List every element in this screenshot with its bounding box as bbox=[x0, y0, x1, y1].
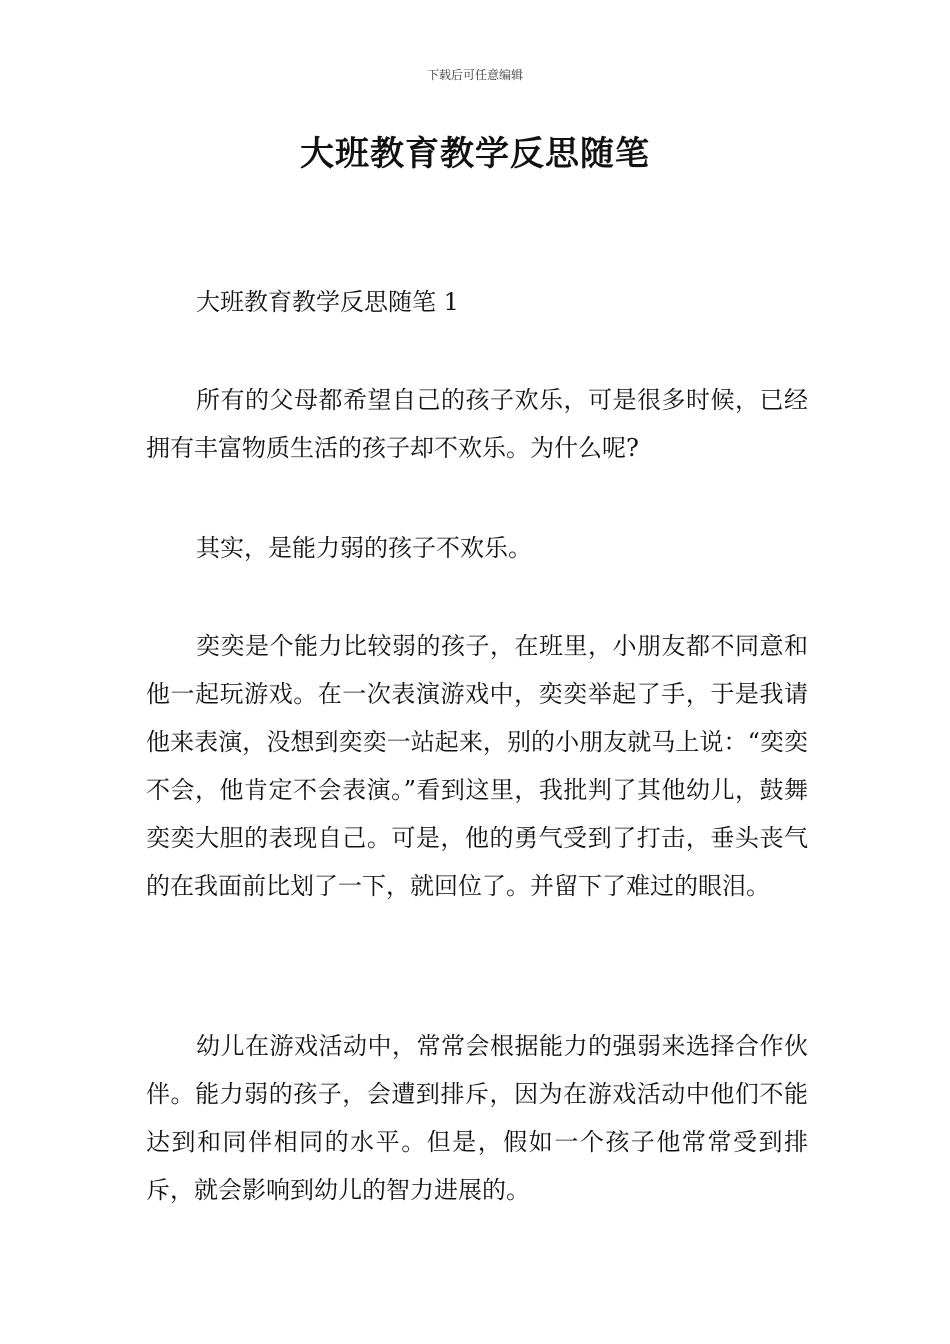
paragraph-3: 奕奕是个能力比较弱的孩子，在班里，小朋友都不同意和他一起玩游戏。在一次表演游戏中，奕奕举起了手，于是我请他来表演，没想到奕奕一站起来，别的小朋友就马上说：“奕奕不会，他肯定不会表演。”看到这里，我批判了其他幼儿，鼓舞奕奕大胆的表现自己。可是，他的勇气受到了打击，垂头丧气的在我面前比划了一下，就回位了。并留下了难过的眼泪。 bbox=[146, 632, 808, 900]
paragraph-2: 其实，是能力弱的孩子不欢乐。 bbox=[196, 534, 532, 562]
paragraph-1: 所有的父母都希望自己的孩子欢乐，可是很多时候，已经拥有丰富物质生活的孩子却不欢乐。为什么呢? bbox=[146, 386, 808, 462]
header-note: 下载后可任意编辑 bbox=[426, 68, 523, 82]
document-title: 大班教育教学反思随笔 bbox=[300, 134, 650, 174]
section-heading: 大班教育教学反思随笔 1 bbox=[196, 288, 459, 316]
paragraph-4: 幼儿在游戏活动中，常常会根据能力的强弱来选择合作伙伴。能力弱的孩子，会遭到排斥，因为在游戏活动中他们不能达到和同伴相同的水平。但是，假如一个孩子他常常受到排斥，就会影响到幼儿的智力进展的。 bbox=[146, 1032, 808, 1204]
